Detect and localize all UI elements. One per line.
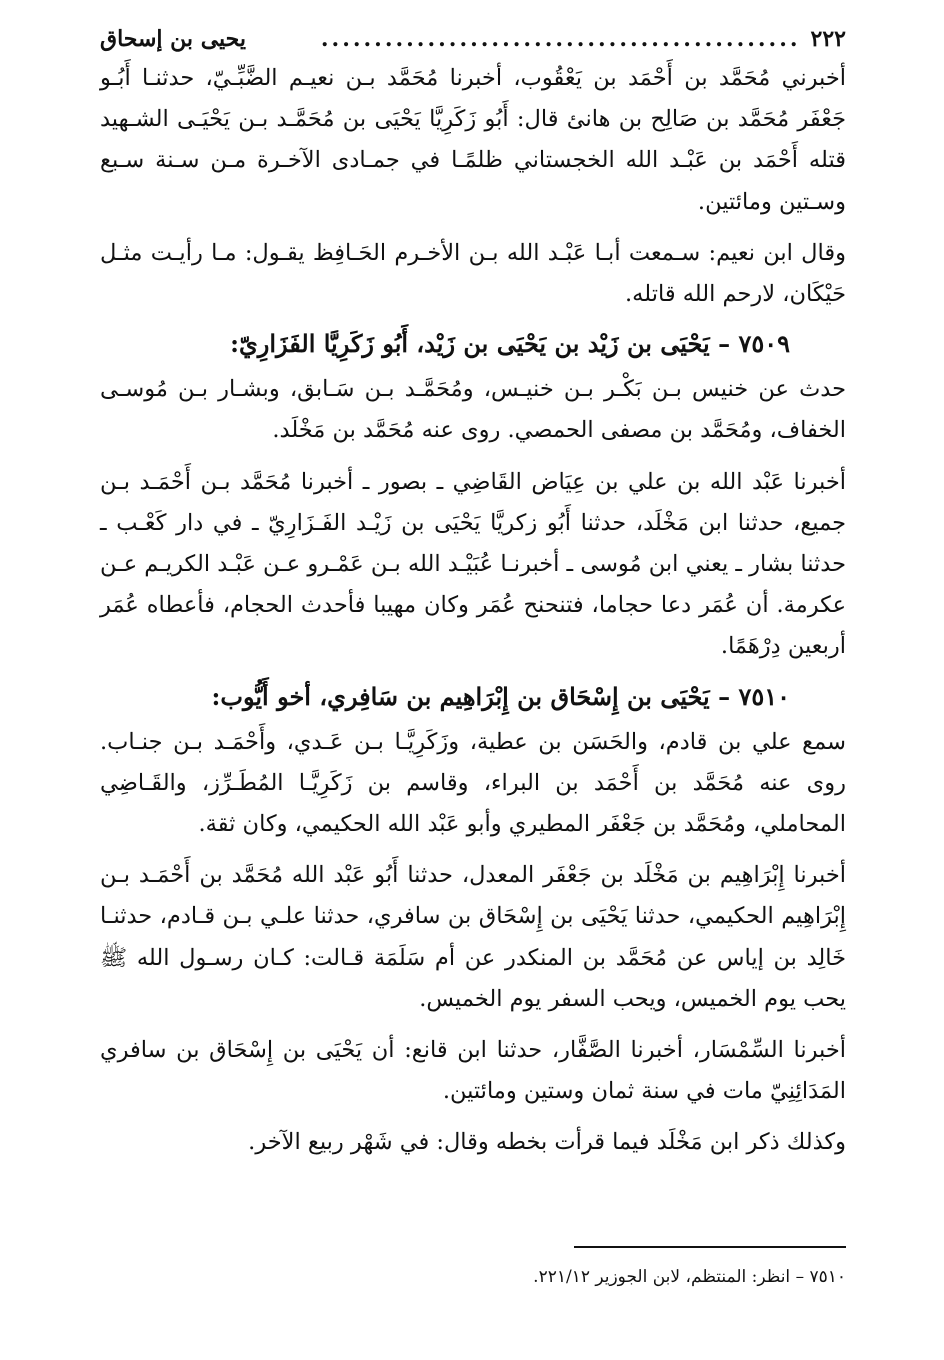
entry-heading-7509: ٧٥٠٩ – يَحْيَى بن زَيْد بن يَحْيَى بن زَيْد، أَبُو زَكَرِيَّا الفَزَارِيّ: [230, 329, 790, 359]
page-header [100, 20, 846, 54]
footnotes [100, 1246, 846, 1292]
paragraph: وكذلك ذكر ابن مَخْلَد فيما قرأت بخطه وقال: في شَهْر ربيع الآخر. [248, 1129, 846, 1156]
paragraph: أخبرني مُحَمَّد بن أَحْمَد بن يَعْقُوب، أخبرنا مُحَمَّد بـن نعيـم الضَّبِّـيّ، حدثنـا أَبُـو جَعْفَر مُحَمَّد بن صَالِح بن هانئ قال: أَبُو زَكَرِيَّا يَحْيَى بن مُحَمَّـد بـن يَحْيَـى الشـهيد قتله أَحْمَد بن عَبْـد الله الخجستاني ظلمًـا في جمـادى الآخـرة مـن سـنة سـبع وسـتين ومائتين. [100, 65, 846, 215]
footnote-rule [574, 1246, 846, 1248]
entry-heading-7510: ٧٥١٠ – يَحْيَى بن إِسْحَاق بن إِبْرَاهِيم بن سَافِري، أخو أَيُّوب: [211, 681, 790, 711]
paragraph: أخبرنا عَبْد الله بن علي بن عِيَاض القَاضِي ـ بصور ـ أخبرنا مُحَمَّد بـن أَحْمَـد بـن جميع، حدثنا ابن مَخْلَد، حدثنا أَبُو زكريَّا يَحْيَى بن زَيْـد الفَـزَارِيّ ـ في دار كَعْـب ـ حدثنا بشار ـ يعني ابن مُوسى ـ أخبرنـا عُبَيْـد الله بـن عَمْـرو عـن عَبْـد الكريـم عـن عكرمة. أن عُمَر دعا حجاما، فتنحنح عُمَر وكان مهيبا فأحدث الحجام، فأعطاه عُمَر أربعين دِرْهَمًا. [100, 468, 846, 660]
header-leader-dots: ............................................. [320, 26, 801, 52]
paragraph: حدث عن خنيس بـن بَكْـر بـن خنيـس، ومُحَمَّـد بـن سَـابق، وبشـار بـن مُوسـى الخفاف، ومُحَمَّد بن مصفى الحمصي. روى عنه مُحَمَّد بن مَخْلَد. [100, 376, 846, 444]
page-number: ٢٢٢ [810, 26, 846, 52]
paragraph: سمع علي بن قادم، والحَسَن بن عطية، وزَكَرِيَّـا بـن عَـدي، وأَحْمَـد بـن جنـاب. روى عنه مُحَمَّد بن أَحْمَد بن البراء، وقاسم بن زَكَرِيَّـا المُطَـرِّز، والقَـاضِي المحاملي، ومُحَمَّد بن جَعْفَر المطيري وأبو عَبْد الله الحكيمي، وكان ثقة. [100, 728, 846, 838]
paragraph: أخبرنا إِبْرَاهِيم بن مَخْلَد بن جَعْفَر المعدل، حدثنا أَبُو عَبْد الله مُحَمَّد بن أَحْمَـد بـن إِبْرَاهِيم الحكيمي، حدثنا يَحْيَى بن إِسْحَاق بن سافري، حدثنا علـي بـن قـادم، حدثنـا خَالِد بن إياس عن مُحَمَّد بن المنكدر عن أم سَلَمَة قـالت: كـان رسـول الله ﷺ يحب يوم الخميس، ويحب السفر يوم الخميس. [100, 862, 846, 1012]
running-title: يحيى بن إسحاق [100, 26, 247, 52]
footnote-text: ٧٥١٠ – انظر: المنتظم، لابن الجوزير ٢٢١/١٢. [533, 1267, 846, 1287]
paragraph: وقال ابن نعيم: سـمعت أبـا عَبْـد الله بـن الأخـرم الحَـافِظ يقـول: مـا رأيـت مثـل حَيْكَان، لارحم الله قاتله. [100, 239, 846, 308]
page-body [100, 58, 846, 1164]
paragraph: أخبرنا السِّمْسَار، أخبرنا الصَّفَّار، حدثنا ابن قانع: أن يَحْيَى بن إِسْحَاق بن سافري المَدَائِنِيّ مات في سنة ثمان وستين ومائتين. [100, 1037, 846, 1105]
